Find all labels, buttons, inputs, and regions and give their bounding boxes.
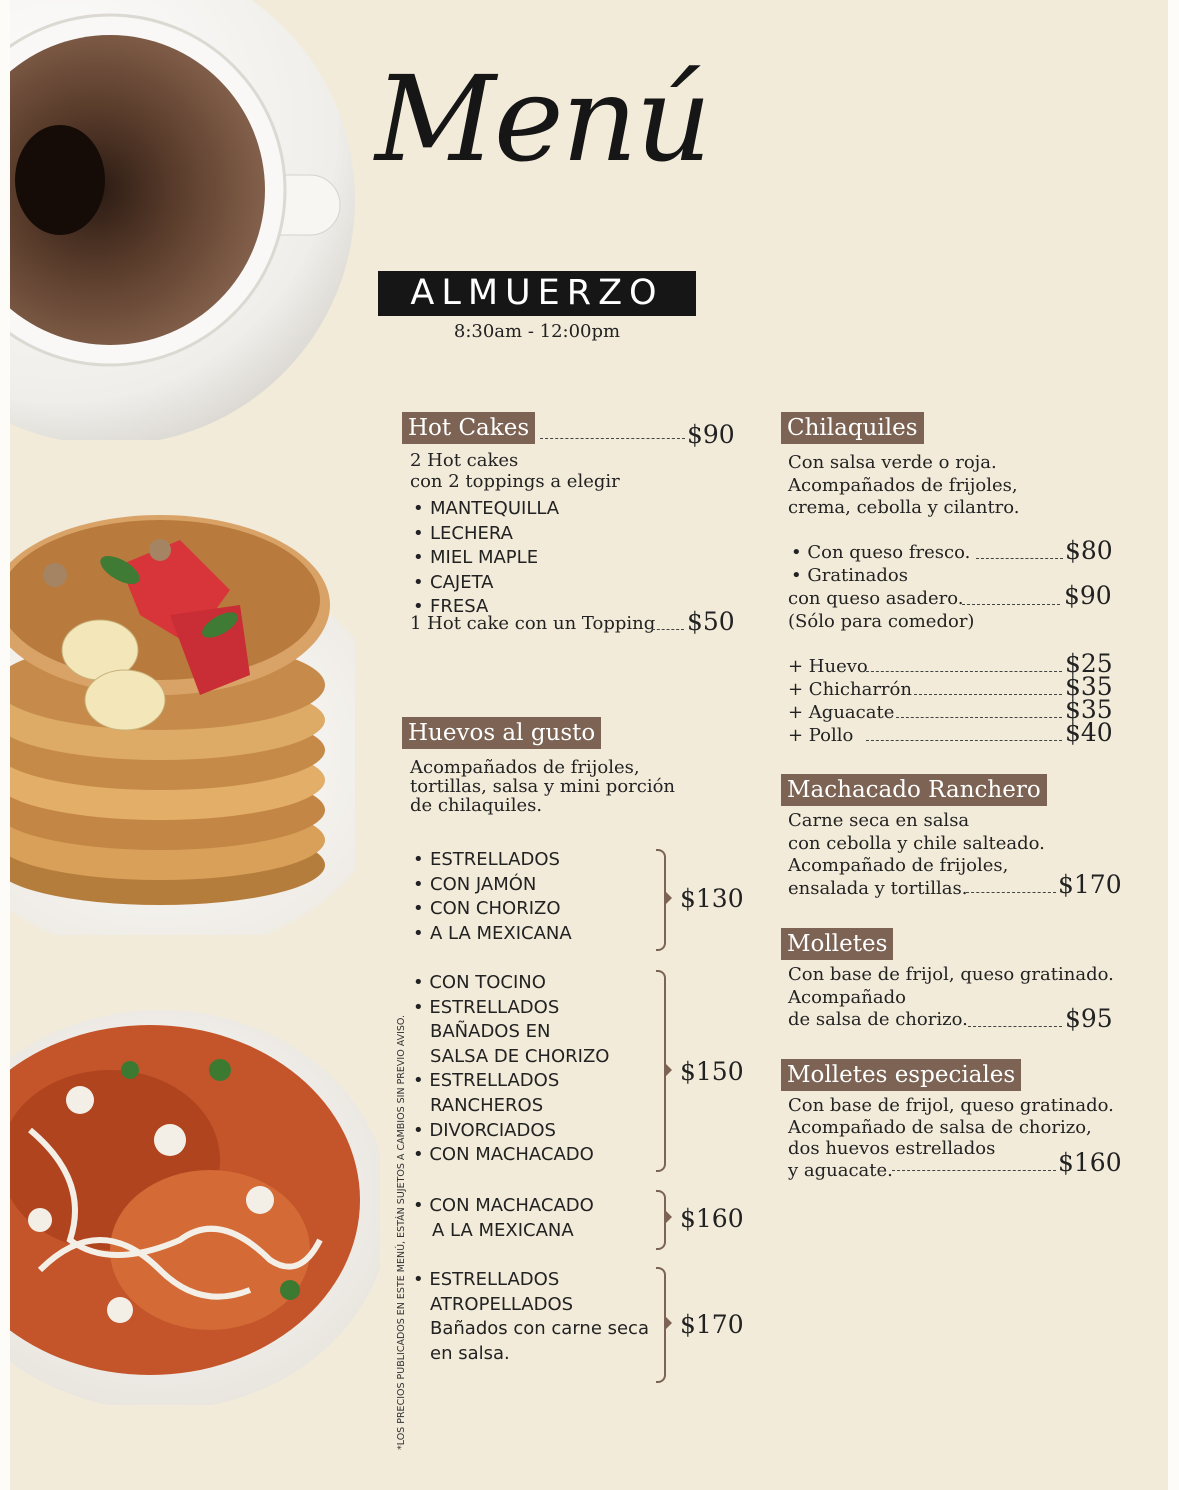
- huevos-tag: Huevos al gusto: [402, 717, 601, 749]
- molletes-especiales-price: $160: [1058, 1148, 1122, 1177]
- list-item: Bañados con carne seca: [430, 1318, 649, 1340]
- single-hot-cake-price: $50: [687, 607, 735, 636]
- list-item: ATROPELLADOS: [430, 1293, 574, 1315]
- pancake-stack-image: [10, 495, 355, 935]
- hot-cakes-desc: [410, 450, 620, 492]
- huevos-group-160-price: $160: [680, 1204, 744, 1233]
- list-item: • MANTEQUILLA: [410, 497, 559, 522]
- page-edge-left: [0, 0, 10, 1490]
- extra-pollo-price: $40: [1065, 718, 1113, 747]
- list-item: BAÑADOS EN: [430, 1021, 551, 1043]
- leader-line: [966, 892, 1056, 893]
- extra-chicharron-price: $35: [1065, 672, 1113, 701]
- machacado-desc: [788, 810, 1045, 900]
- desc-line: con 2 toppings a elegir: [410, 471, 620, 492]
- leader-line: [976, 558, 1063, 559]
- desc-line: ensalada y tortillas.: [788, 877, 968, 899]
- huevos-group-170-price: $170: [680, 1310, 744, 1339]
- huevos-group-130-price: $130: [680, 884, 744, 913]
- list-item: en salsa.: [430, 1342, 510, 1364]
- chilaquiles-note: (Sólo para comedor): [788, 611, 975, 632]
- chilaquiles-desc: [788, 452, 1020, 520]
- brace-notch: [666, 1211, 672, 1223]
- hot-cakes-tag: Hot Cakes: [402, 412, 535, 444]
- list-item: • ESTRELLADOS: [413, 996, 560, 1018]
- huevos-desc: [410, 758, 675, 815]
- leader-line: [866, 671, 1062, 672]
- section-title: ALMUERZO: [378, 271, 696, 316]
- list-item: • CON MACHACADO: [413, 1195, 594, 1216]
- extra-pollo: + Pollo: [788, 725, 854, 746]
- leader-line: [962, 604, 1060, 605]
- desc-line: 2 Hot cakes: [410, 450, 519, 471]
- group-brace: [656, 1190, 666, 1250]
- menu-title: Menú: [375, 50, 710, 188]
- chilaquiles-plate-image: [10, 1010, 380, 1405]
- list-item: RANCHEROS: [430, 1094, 544, 1116]
- coffee-cup-image: [10, 0, 360, 440]
- list-item: • ESTRELLADOS: [410, 848, 572, 873]
- molletes-price: $95: [1065, 1004, 1113, 1033]
- brace-notch: [666, 892, 672, 904]
- brace-notch: [666, 1317, 672, 1329]
- huevos-group-150-price: $150: [680, 1057, 744, 1086]
- huevos-group-160: [410, 1194, 594, 1243]
- list-item: • FRESA: [410, 595, 559, 620]
- list-item: • ESTRELLADOS: [413, 1070, 560, 1092]
- leader-line: [968, 1026, 1062, 1027]
- desc-line: Con base de frijol, queso gratinado.: [788, 1095, 1114, 1116]
- desc-line: de chilaquiles.: [410, 795, 543, 816]
- extra-huevo: + Huevo: [788, 656, 868, 677]
- leader-line: [866, 740, 1062, 741]
- chilaquiles-option-fresco: • Con queso fresco.: [791, 542, 971, 563]
- group-brace: [656, 849, 666, 951]
- desc-line: dos huevos estrellados: [788, 1138, 996, 1159]
- desc-line: Con salsa verde o roja.: [788, 452, 997, 473]
- chilaquiles-option-gratinados-price: $90: [1064, 581, 1112, 610]
- brace-notch: [666, 1064, 672, 1076]
- extra-huevo-price: $25: [1065, 649, 1113, 678]
- page-edge-right: [1168, 0, 1179, 1490]
- desc-line: Carne seca en salsa: [788, 810, 970, 831]
- hot-cakes-price: $90: [687, 420, 735, 449]
- machacado-price: $170: [1058, 870, 1122, 899]
- desc-line: crema, cebolla y cilantro.: [788, 497, 1020, 518]
- leader-line: [892, 1170, 1056, 1171]
- chilaquiles-option-fresco-price: $80: [1065, 536, 1113, 565]
- list-item: • LECHERA: [410, 522, 559, 547]
- list-item: A LA MEXICANA: [432, 1219, 574, 1241]
- price-disclaimer: *LOS PRECIOS PUBLICADOS EN ESTE MENÚ, ESTÁN SUJETOS A CAMBIOS SIN PREVIO AVISO.: [396, 1014, 407, 1450]
- list-item: • DIVORCIADOS: [413, 1119, 556, 1141]
- list-item: • CON JAMÓN: [410, 873, 572, 898]
- desc-line: con cebolla y chile salteado.: [788, 832, 1045, 854]
- topping-list: [410, 497, 559, 620]
- chilaquiles-option-asadero: con queso asadero.: [788, 588, 964, 609]
- desc-line: Acompañados de frijoles,: [788, 474, 1018, 496]
- huevos-group-150: [410, 971, 609, 1168]
- list-item: • CAJETA: [410, 571, 559, 596]
- molletes-tag: Molletes: [781, 928, 893, 960]
- list-item: • A LA MEXICANA: [410, 922, 572, 947]
- desc-line: Con base de frijol, queso gratinado.: [788, 964, 1114, 985]
- huevos-group-130: [410, 848, 572, 946]
- service-hours: 8:30am - 12:00pm: [453, 321, 621, 342]
- list-item: • CON MACHACADO: [413, 1144, 594, 1166]
- leader-line: [652, 629, 684, 630]
- list-item: • CON CHORIZO: [410, 897, 572, 922]
- group-brace: [656, 970, 666, 1172]
- machacado-tag: Machacado Ranchero: [781, 774, 1047, 806]
- chilaquiles-option-gratinados: • Gratinados: [791, 565, 908, 586]
- desc-line: y aguacate.: [788, 1159, 893, 1181]
- leader-line: [540, 438, 685, 439]
- desc-line: Acompañados de frijoles,: [410, 757, 640, 778]
- desc-line: Acompañado de frijoles,: [788, 855, 1009, 876]
- list-item: • ESTRELLADOS: [413, 1269, 560, 1290]
- single-hot-cake-label: 1 Hot cake con un Topping: [410, 613, 656, 634]
- desc-line: tortillas, salsa y mini porción: [410, 776, 676, 797]
- desc-line: Acompañado: [788, 986, 906, 1008]
- extra-chicharron: + Chicharrón: [788, 679, 912, 700]
- huevos-group-170: [410, 1268, 649, 1366]
- list-item: SALSA DE CHORIZO: [430, 1045, 610, 1067]
- desc-line: Acompañado de salsa de chorizo,: [788, 1116, 1092, 1138]
- group-brace: [656, 1267, 666, 1383]
- list-item: • MIEL MAPLE: [410, 546, 559, 571]
- desc-line: de salsa de chorizo.: [788, 1009, 968, 1030]
- leader-line: [896, 717, 1062, 718]
- list-item: • CON TOCINO: [413, 972, 546, 993]
- leader-line: [914, 694, 1062, 695]
- extra-aguacate-price: $35: [1065, 695, 1113, 724]
- extra-aguacate: + Aguacate: [788, 702, 895, 723]
- molletes-especiales-tag: Molletes especiales: [781, 1059, 1021, 1091]
- chilaquiles-tag: Chilaquiles: [781, 412, 924, 444]
